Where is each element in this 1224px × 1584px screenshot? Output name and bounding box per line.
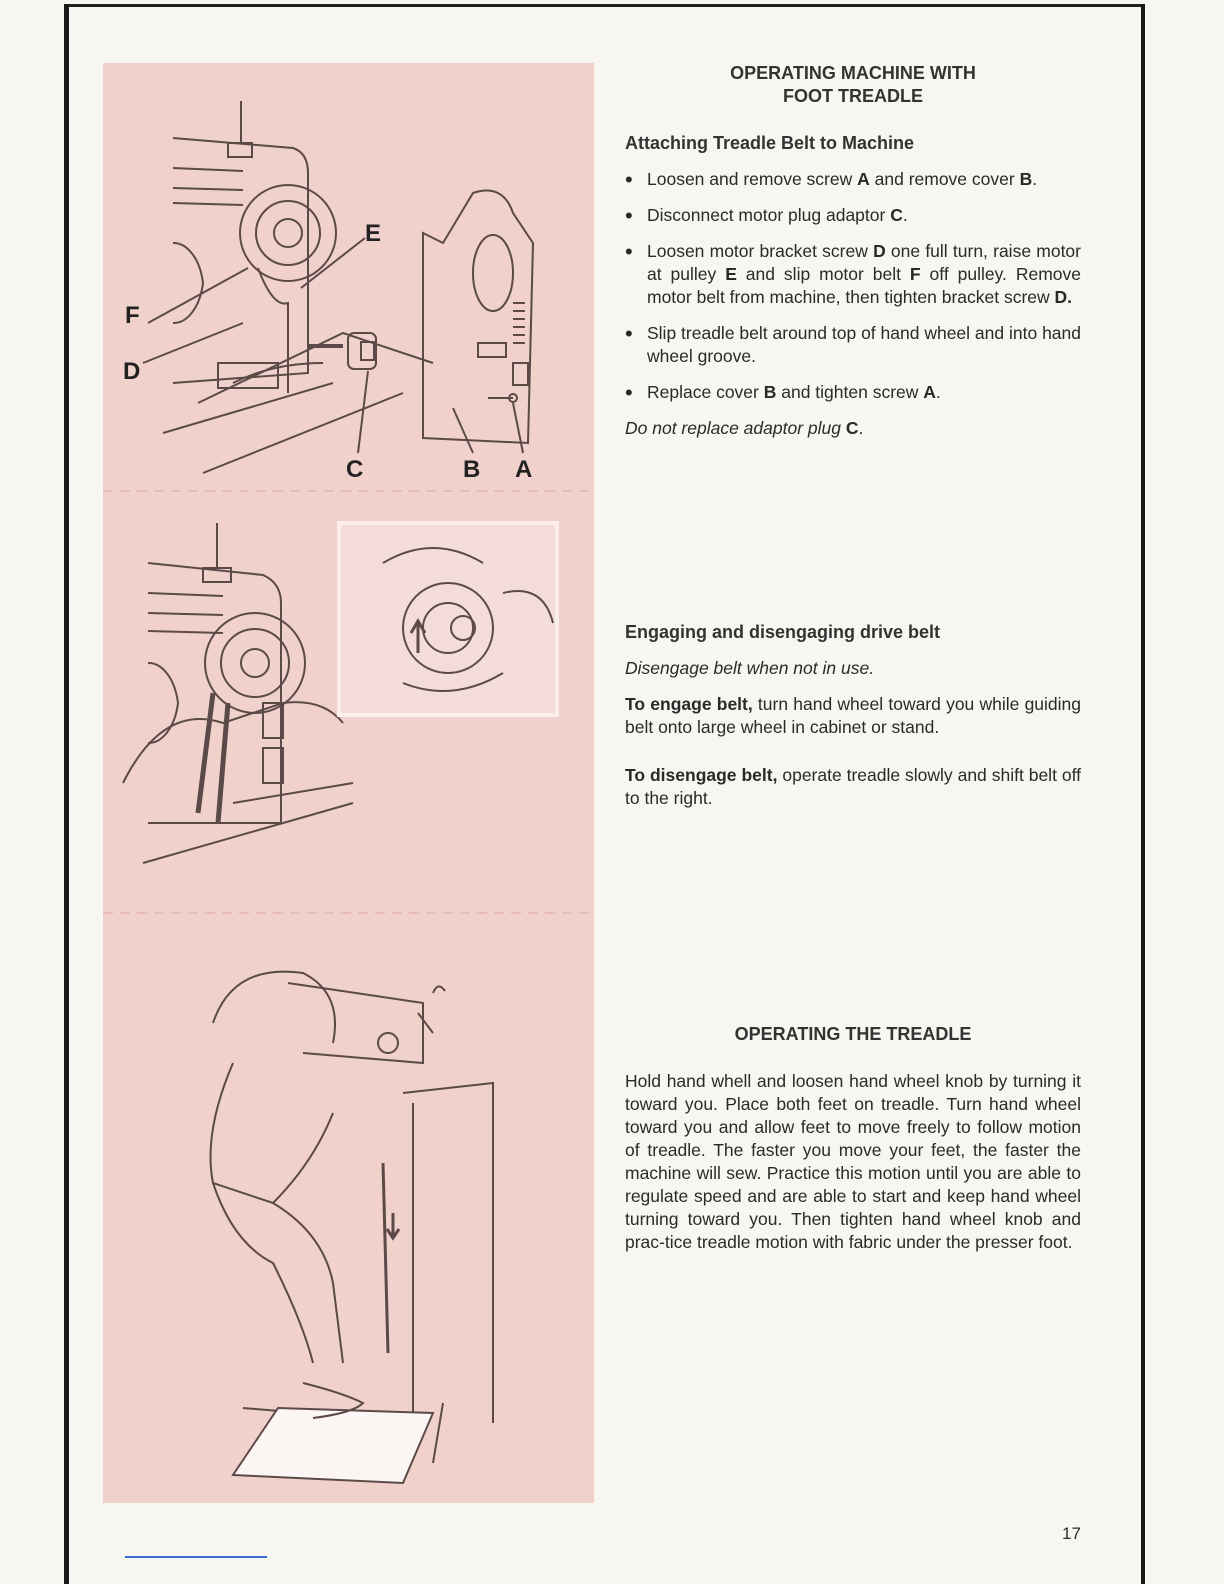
list-item: • Loosen and remove screw A and remove cover B. bbox=[625, 168, 1081, 191]
disengage-paragraph: To disengage belt, operate treadle slowly and shift belt off to the right. bbox=[625, 765, 1081, 808]
page-number: 17 bbox=[1062, 1524, 1081, 1543]
list-item: • Replace cover B and tighten screw A. bbox=[625, 381, 1081, 404]
attach-subtitle: Attaching Treadle Belt to Machine bbox=[625, 133, 915, 153]
label-c: C bbox=[346, 456, 364, 483]
bottom-rule bbox=[125, 1556, 267, 1558]
engage-paragraph: To engage belt, turn hand wheel toward you while guiding belt onto large wheel in cabinet or stand. bbox=[625, 694, 1082, 737]
drive-belt-note: Disengage belt when not in use. bbox=[625, 658, 875, 678]
illustration-panel bbox=[103, 63, 594, 1503]
list-item: • Slip treadle belt around top of hand wheel and into hand wheel groove. bbox=[625, 322, 1081, 368]
figure-cover-b bbox=[423, 191, 533, 444]
adaptor-note: Do not replace adaptor plug C. bbox=[625, 418, 864, 438]
page-title-line1: OPERATING MACHINE WITH bbox=[730, 63, 976, 83]
label-e: E bbox=[365, 220, 382, 247]
label-a: A bbox=[515, 456, 533, 483]
treadle-body: Hold hand whell and loosen hand wheel knob by turning it toward you. Place both feet on treadle. Turn hand wheel toward you and allow feet to move freely to follow motion of treadle. The faster you move your feet, the faster the machine will sew. Practice this motion until you are able to regulate speed and are able to start and keep hand wheel turning toward you. Then tighten hand wheel knob and prac-tice treadle motion with fabric under the presser foot. bbox=[625, 1071, 1081, 1252]
section-attach-belt bbox=[625, 62, 1081, 440]
page-border-top bbox=[65, 4, 1145, 7]
label-d: D bbox=[123, 358, 141, 385]
section-drive-belt bbox=[625, 621, 1081, 810]
drive-belt-subtitle: Engaging and disengaging drive belt bbox=[625, 622, 941, 642]
page-border-left bbox=[64, 4, 69, 1584]
list-item: • Disconnect motor plug adaptor C. bbox=[625, 204, 1081, 227]
illustration-svg bbox=[103, 63, 594, 1503]
figure-operating-treadle bbox=[211, 972, 494, 1483]
list-item: • Loosen motor bracket screw D one full turn, raise motor at pulley E and slip motor belt F off pulley. Remove motor belt from machine, then tighten bracket screw D. bbox=[625, 240, 1081, 309]
figure-machine-cover-removed bbox=[163, 101, 433, 473]
page-border-right bbox=[1141, 4, 1145, 1584]
label-b: B bbox=[463, 456, 481, 483]
label-f: F bbox=[125, 302, 140, 329]
attach-steps bbox=[625, 168, 1081, 404]
treadle-title: OPERATING THE TREADLE bbox=[734, 1024, 972, 1044]
figure-engage-belt bbox=[123, 523, 557, 863]
section-operating-treadle bbox=[625, 1023, 1081, 1254]
page-title-line2: FOOT TREADLE bbox=[783, 86, 923, 106]
